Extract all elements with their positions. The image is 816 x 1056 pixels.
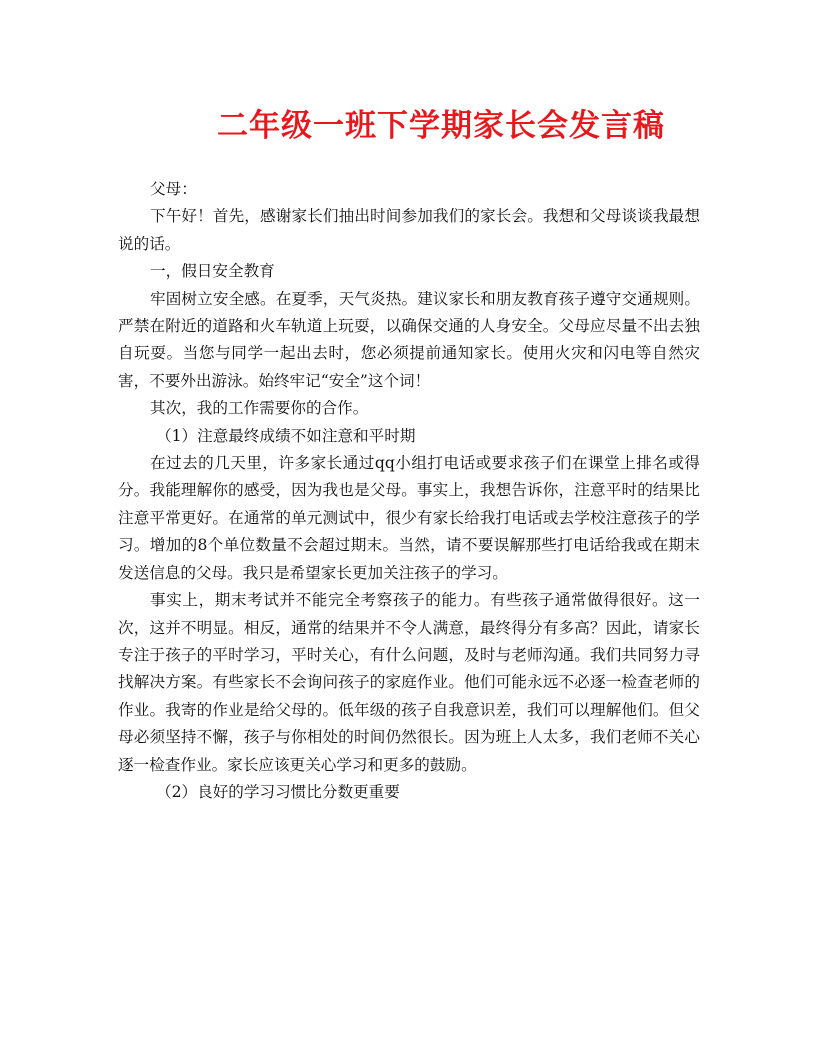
safety-paragraph: 牢固树立安全感。在夏季，天气炎热。建议家长和朋友教育孩子遵守交通规则。严禁在附近的道路和火车轨道上玩耍，以确保交通的人身安全。父母应尽量不出去独自玩耍。当您与同学一起出去时，您必须提前通知家长。使用火灾和闪电等自然灾害，不要外出游泳。始终牢记“安全”这个词！ bbox=[118, 289, 700, 390]
exam-paragraph: 事实上，期末考试并不能完全考察孩子的能力。有些孩子通常做得很好。这一次，这并不明显。相反，通常的结果并不令人满意，最终得分有多高？因此，请家长专注于孩子的平时学习，平时关心，有什么问题，及时与老师沟通。我们共同努力寻找解决方案。有些家长不会询问孩子的家庭作业。他们可能永远不必逐一检查老师的作业。我寄的作业是给父母的。低年级的孩子自我意识差，我们可以理解他们。但父母必须坚持不懈，孩子与你相处的时间仍然很长。因为班上人太多，我们老师不关心逐一检查作业。家长应该更关心学习和更多的鼓励。 bbox=[118, 591, 700, 774]
subheading-1: （1）注意最终成绩不如注意和平时期 bbox=[156, 426, 416, 445]
document-body bbox=[118, 176, 700, 806]
section-heading-safety: 一，假日安全教育 bbox=[150, 262, 275, 281]
subheading-2: （2）良好的学习习惯比分数更重要 bbox=[156, 782, 400, 801]
cooperation-paragraph: 其次，我的工作需要你的合作。 bbox=[150, 399, 369, 418]
grades-paragraph: 在过去的几天里，许多家长通过qq小组打电话或要求孩子们在课堂上排名或得分。我能理解你的感受，因为我也是父母。事实上，我想告诉你，注意平时的结果比注意平常更好。在通常的单元测试中，很少有家长给我打电话或去学校注意孩子的学习。增加的8个单位数量不会超过期末。当然，请不要误解那些打电话给我或在期末发送信息的父母。我只是希望家长更加关注孩子的学习。 bbox=[118, 454, 700, 582]
greeting-paragraph: 下午好！首先，感谢家长们抽出时间参加我们的家长会。我想和父母谈谈我最想说的话。 bbox=[118, 207, 700, 253]
salutation-paragraph: 父母： bbox=[150, 180, 197, 198]
document-title: 二年级一班下学期家长会发言稿 bbox=[217, 108, 665, 144]
